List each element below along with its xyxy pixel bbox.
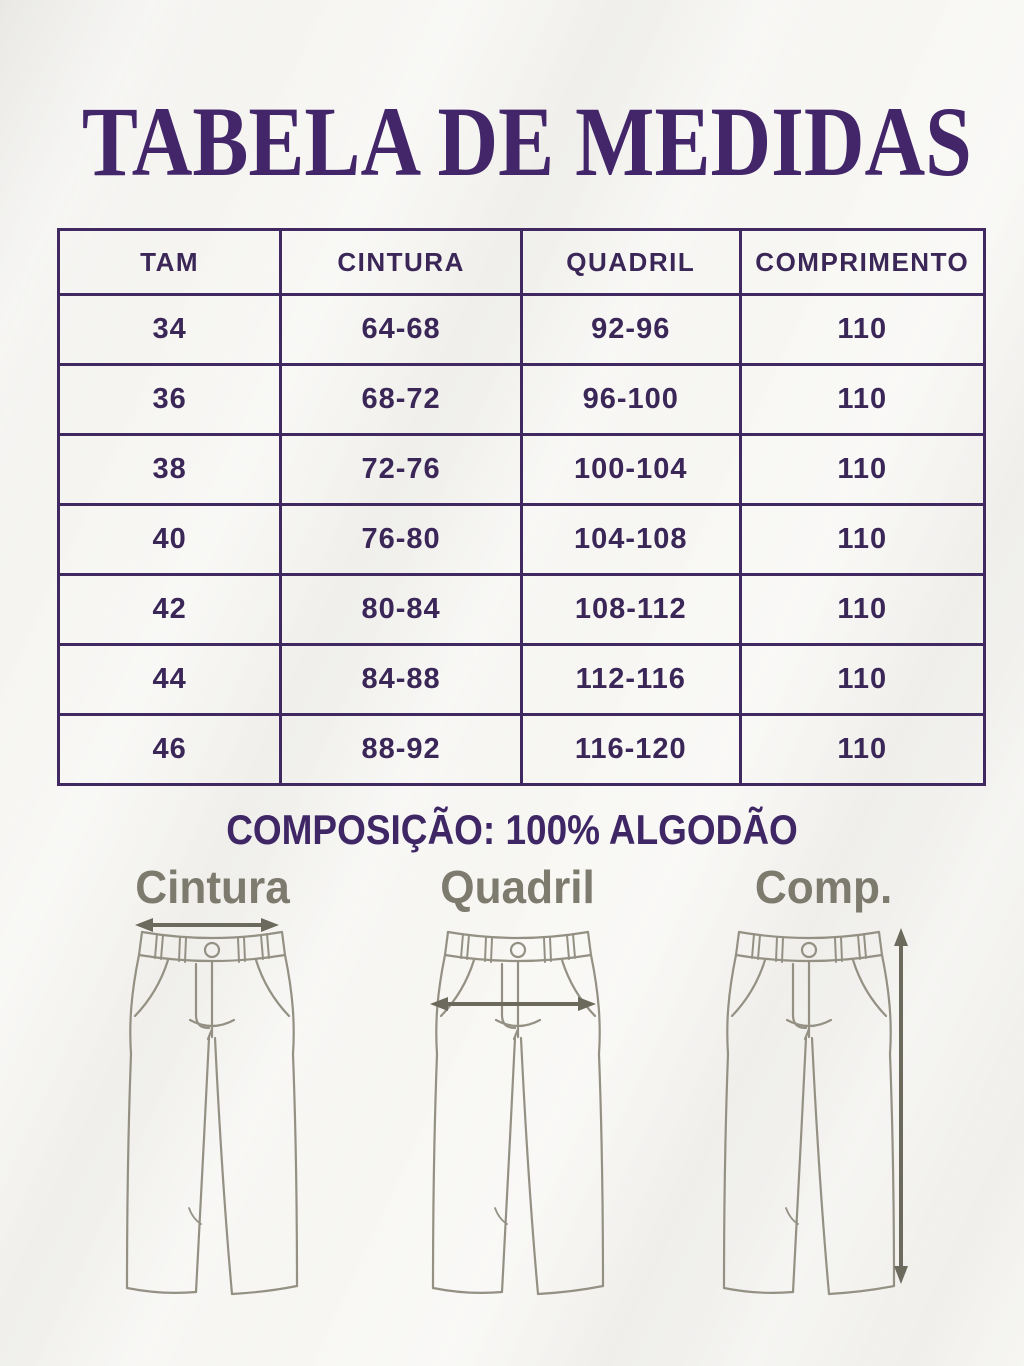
figure-cintura bbox=[62, 858, 362, 1296]
cell-waist: 68-72 bbox=[281, 365, 522, 435]
cell-waist: 64-68 bbox=[281, 295, 522, 365]
pants-illustration-length bbox=[674, 916, 974, 1296]
cell-length: 110 bbox=[740, 365, 984, 435]
cell-hip: 100-104 bbox=[521, 435, 740, 505]
figure-label-quadril: Quadril bbox=[440, 861, 596, 913]
length-arrow-icon bbox=[894, 928, 908, 1284]
cell-length: 110 bbox=[740, 295, 984, 365]
measurements-table bbox=[57, 228, 986, 786]
cell-length: 110 bbox=[740, 575, 984, 645]
composition-text: COMPOSIÇÃO: 100% ALGODÃO bbox=[226, 806, 798, 853]
cell-waist: 88-92 bbox=[281, 715, 522, 785]
table-header-row bbox=[59, 230, 985, 295]
cell-length: 110 bbox=[740, 645, 984, 715]
table-row bbox=[59, 505, 985, 575]
pants-illustration-waist bbox=[62, 916, 362, 1296]
measurement-figures bbox=[62, 858, 982, 1296]
cell-hip: 104-108 bbox=[521, 505, 740, 575]
column-header-comprimento: COMPRIMENTO bbox=[740, 230, 984, 295]
figure-quadril bbox=[368, 858, 668, 1296]
cell-length: 110 bbox=[740, 435, 984, 505]
figure-label-comprimento: Comp. bbox=[755, 861, 893, 913]
cell-size: 36 bbox=[59, 365, 281, 435]
cell-waist: 84-88 bbox=[281, 645, 522, 715]
table-row bbox=[59, 435, 985, 505]
table-row bbox=[59, 715, 985, 785]
cell-waist: 76-80 bbox=[281, 505, 522, 575]
page-title: TABELA DE MEDIDAS bbox=[81, 86, 972, 197]
cell-length: 110 bbox=[740, 505, 984, 575]
cell-waist: 72-76 bbox=[281, 435, 522, 505]
figure-label-cintura: Cintura bbox=[134, 861, 290, 913]
cell-size: 34 bbox=[59, 295, 281, 365]
cell-hip: 116-120 bbox=[521, 715, 740, 785]
cell-size: 38 bbox=[59, 435, 281, 505]
cell-size: 40 bbox=[59, 505, 281, 575]
cell-length: 110 bbox=[740, 715, 984, 785]
column-header-cintura: CINTURA bbox=[281, 230, 522, 295]
cell-size: 44 bbox=[59, 645, 281, 715]
table-row bbox=[59, 365, 985, 435]
cell-hip: 108-112 bbox=[521, 575, 740, 645]
column-header-quadril: QUADRIL bbox=[521, 230, 740, 295]
table-row bbox=[59, 575, 985, 645]
table-row bbox=[59, 645, 985, 715]
figure-comprimento bbox=[674, 858, 974, 1296]
cell-hip: 96-100 bbox=[521, 365, 740, 435]
table-row bbox=[59, 295, 985, 365]
pants-illustration-hip bbox=[368, 916, 668, 1296]
cell-size: 42 bbox=[59, 575, 281, 645]
cell-hip: 112-116 bbox=[521, 645, 740, 715]
column-header-tam: TAM bbox=[59, 230, 281, 295]
waist-arrow-icon bbox=[135, 918, 279, 932]
cell-waist: 80-84 bbox=[281, 575, 522, 645]
cell-hip: 92-96 bbox=[521, 295, 740, 365]
cell-size: 46 bbox=[59, 715, 281, 785]
